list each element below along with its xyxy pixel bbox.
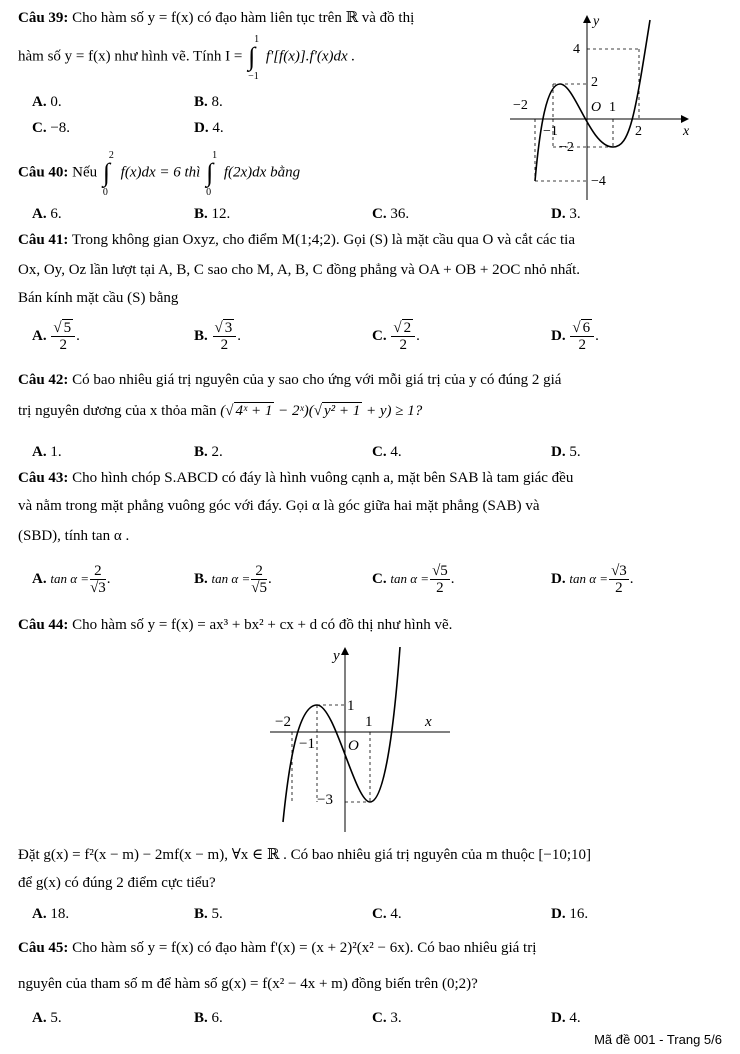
q45-option-a: A. 5. <box>32 1010 62 1026</box>
q43-option-b: B. tan α = $\frac{2}{√5}$ . <box>194 563 272 596</box>
q39-line2 <box>18 34 356 82</box>
q39-option-c: C. −8. <box>32 120 71 136</box>
q45-option-c: C. 3. <box>372 1010 402 1026</box>
q44-line2: Đặt g(x) = f²(x − m) − 2mf(x − m), ∀x ∈ ℝ . Có bao nhiêu giá trị nguyên của m thuộc [−10;10] <box>18 847 592 863</box>
q44-graph <box>255 642 460 837</box>
q39-integrand: f'[f(x)].f'(x)dx . <box>265 48 356 65</box>
y-label: y <box>593 14 600 29</box>
q41-option-b: B. $\frac{√ 3}{2}$ . <box>194 320 241 353</box>
q42-text1: Có bao nhiêu giá trị nguyên của y sao cho ứng với mỗi giá trị của y có đúng 2 giá <box>72 372 562 388</box>
q45-line1 <box>18 940 536 957</box>
q39-text2: hàm số y = f(x) như hình vẽ. Tính I = <box>18 48 243 65</box>
q39-option-a: A. 0. <box>32 94 62 110</box>
tick-neg1: −1 <box>543 124 558 139</box>
q39-label: Câu 39: <box>18 10 69 26</box>
origin-label: O <box>348 738 359 754</box>
q43-option-d: D. tan α = $\frac{√3}{2}$ . <box>551 563 634 596</box>
tick-1: 1 <box>609 100 616 115</box>
origin-label: O <box>591 100 602 115</box>
x-label: x <box>425 714 432 730</box>
q45-option-b: B. 6. <box>194 1010 223 1026</box>
q43-label: Câu 43: <box>18 470 69 486</box>
y-axis-arrow-icon <box>583 15 591 23</box>
q43-text1: Cho hình chóp S.ABCD có đáy là hình vuông cạnh a, mặt bên SAB là tam giác đều <box>72 470 574 486</box>
q42-expression: (√ 4ˣ + 1 − 2ˣ)(√ y² + 1 + y) ≥ 1? <box>220 403 423 419</box>
q43-line2: và nằm trong mặt phẳng vuông góc với đáy. Gọi α là góc giữa hai mặt phẳng (SAB) và <box>18 498 540 514</box>
y-axis-arrow-icon <box>341 647 349 655</box>
q42-option-b: B. 2. <box>194 444 223 460</box>
q40-label: Câu 40: <box>18 164 69 181</box>
q42-option-d: D. 5. <box>551 444 581 460</box>
q41-line3: Bán kính mặt cầu (S) bằng <box>18 290 179 306</box>
tick-2: 2 <box>591 75 598 90</box>
q41-text1: Trong không gian Oxyz, cho điểm M(1;4;2). Gọi (S) là mặt cầu qua O và cắt các tia <box>71 232 575 248</box>
q39-graph <box>505 5 700 205</box>
tick-1-x: 1 <box>365 714 373 730</box>
q39-text1: Cho hàm số y = f(x) có đạo hàm liên tục trên ℝ và đồ thị <box>72 10 415 26</box>
q43-line1 <box>18 470 573 487</box>
tick-1-y: 1 <box>347 698 355 714</box>
q44-option-c: C. 4. <box>372 906 402 922</box>
tick-neg2-x: −2 <box>513 98 528 113</box>
q41-line1 <box>18 232 575 249</box>
q39-option-b: B. 8. <box>194 94 223 110</box>
integral-sign: ∫ 1 0 <box>206 150 218 198</box>
q43-option-c: C. tan α = $\frac{√5}{2}$ . <box>372 563 455 596</box>
q40-line <box>18 150 301 198</box>
q42-line2 <box>18 403 422 420</box>
page-footer: Mã đề 001 - Trang 5/6 <box>594 1032 722 1047</box>
q41-option-c: C. $\frac{√ 2}{2}$ . <box>372 320 420 353</box>
q40-pre: Nếu <box>72 164 98 181</box>
q44-label: Câu 44: <box>18 617 69 633</box>
q40-mid: f(x)dx = 6 thì <box>120 164 201 181</box>
q42-option-a: A. 1. <box>32 444 62 460</box>
q41-line2: Ox, Oy, Oz lần lượt tại A, B, C sao cho M, A, B, C đồng phẳng và OA + OB + 2OC nhỏ nhất. <box>18 262 580 278</box>
q44-text1: Cho hàm số y = f(x) = ax³ + bx² + cx + d có đồ thị như hình vẽ. <box>72 617 453 633</box>
tick-4: 4 <box>573 42 580 57</box>
q45-line2: nguyên của tham số m để hàm số g(x) = f(x² − 4x + m) đồng biến trên (0;2)? <box>18 976 478 992</box>
q41-option-a: A. $\frac{√ 5}{2}$ . <box>32 320 80 353</box>
x-axis-arrow-icon <box>681 115 689 123</box>
cubic-curve <box>283 647 400 822</box>
q42-label: Câu 42: <box>18 372 69 388</box>
y-label: y <box>333 648 340 664</box>
q43-line3: (SBD), tính tan α . <box>18 528 130 544</box>
tick-neg3: −3 <box>317 792 333 808</box>
q44-option-a: A. 18. <box>32 906 70 922</box>
q44-line1 <box>18 617 452 634</box>
q40-option-a: A. 6. <box>32 206 62 222</box>
x-label: x <box>683 124 690 139</box>
q44-option-d: D. 16. <box>551 906 589 922</box>
tick-neg2: −2 <box>275 714 291 730</box>
q39-line1 <box>18 8 414 27</box>
q39-option-d: D. 4. <box>194 120 224 136</box>
q45-option-d: D. 4. <box>551 1010 581 1026</box>
q42-text2: trị nguyên dương của x thỏa mãn <box>18 403 217 419</box>
q41-option-d: D. $\frac{√ 6}{2}$ . <box>551 320 599 353</box>
q44-option-b: B. 5. <box>194 906 223 922</box>
q42-line1 <box>18 372 561 389</box>
q40-post: f(2x)dx bằng <box>223 164 301 181</box>
q40-option-b: B. 12. <box>194 206 231 222</box>
q43-option-a: A. tan α = $\frac{2}{√3}$ . <box>32 563 111 596</box>
q45-text1: Cho hàm số y = f(x) có đạo hàm f'(x) = (x + 2)²(x² − 6x). Có bao nhiêu giá trị <box>72 940 537 956</box>
q40-option-d: D. 3. <box>551 206 581 222</box>
q40-option-c: C. 36. <box>372 206 410 222</box>
q45-label: Câu 45: <box>18 940 69 956</box>
tick-neg2-y: −2 <box>559 140 574 155</box>
integral-sign: ∫ 2 0 <box>102 150 114 198</box>
integral-sign: ∫ 1 −1 <box>248 34 260 82</box>
tick-2-x: 2 <box>635 124 642 139</box>
tick-neg4: −4 <box>591 174 606 189</box>
q42-option-c: C. 4. <box>372 444 402 460</box>
q41-label: Câu 41: <box>18 232 69 248</box>
tick-neg1: −1 <box>299 736 315 752</box>
q44-line3: để g(x) có đúng 2 điểm cực tiểu? <box>18 875 216 891</box>
